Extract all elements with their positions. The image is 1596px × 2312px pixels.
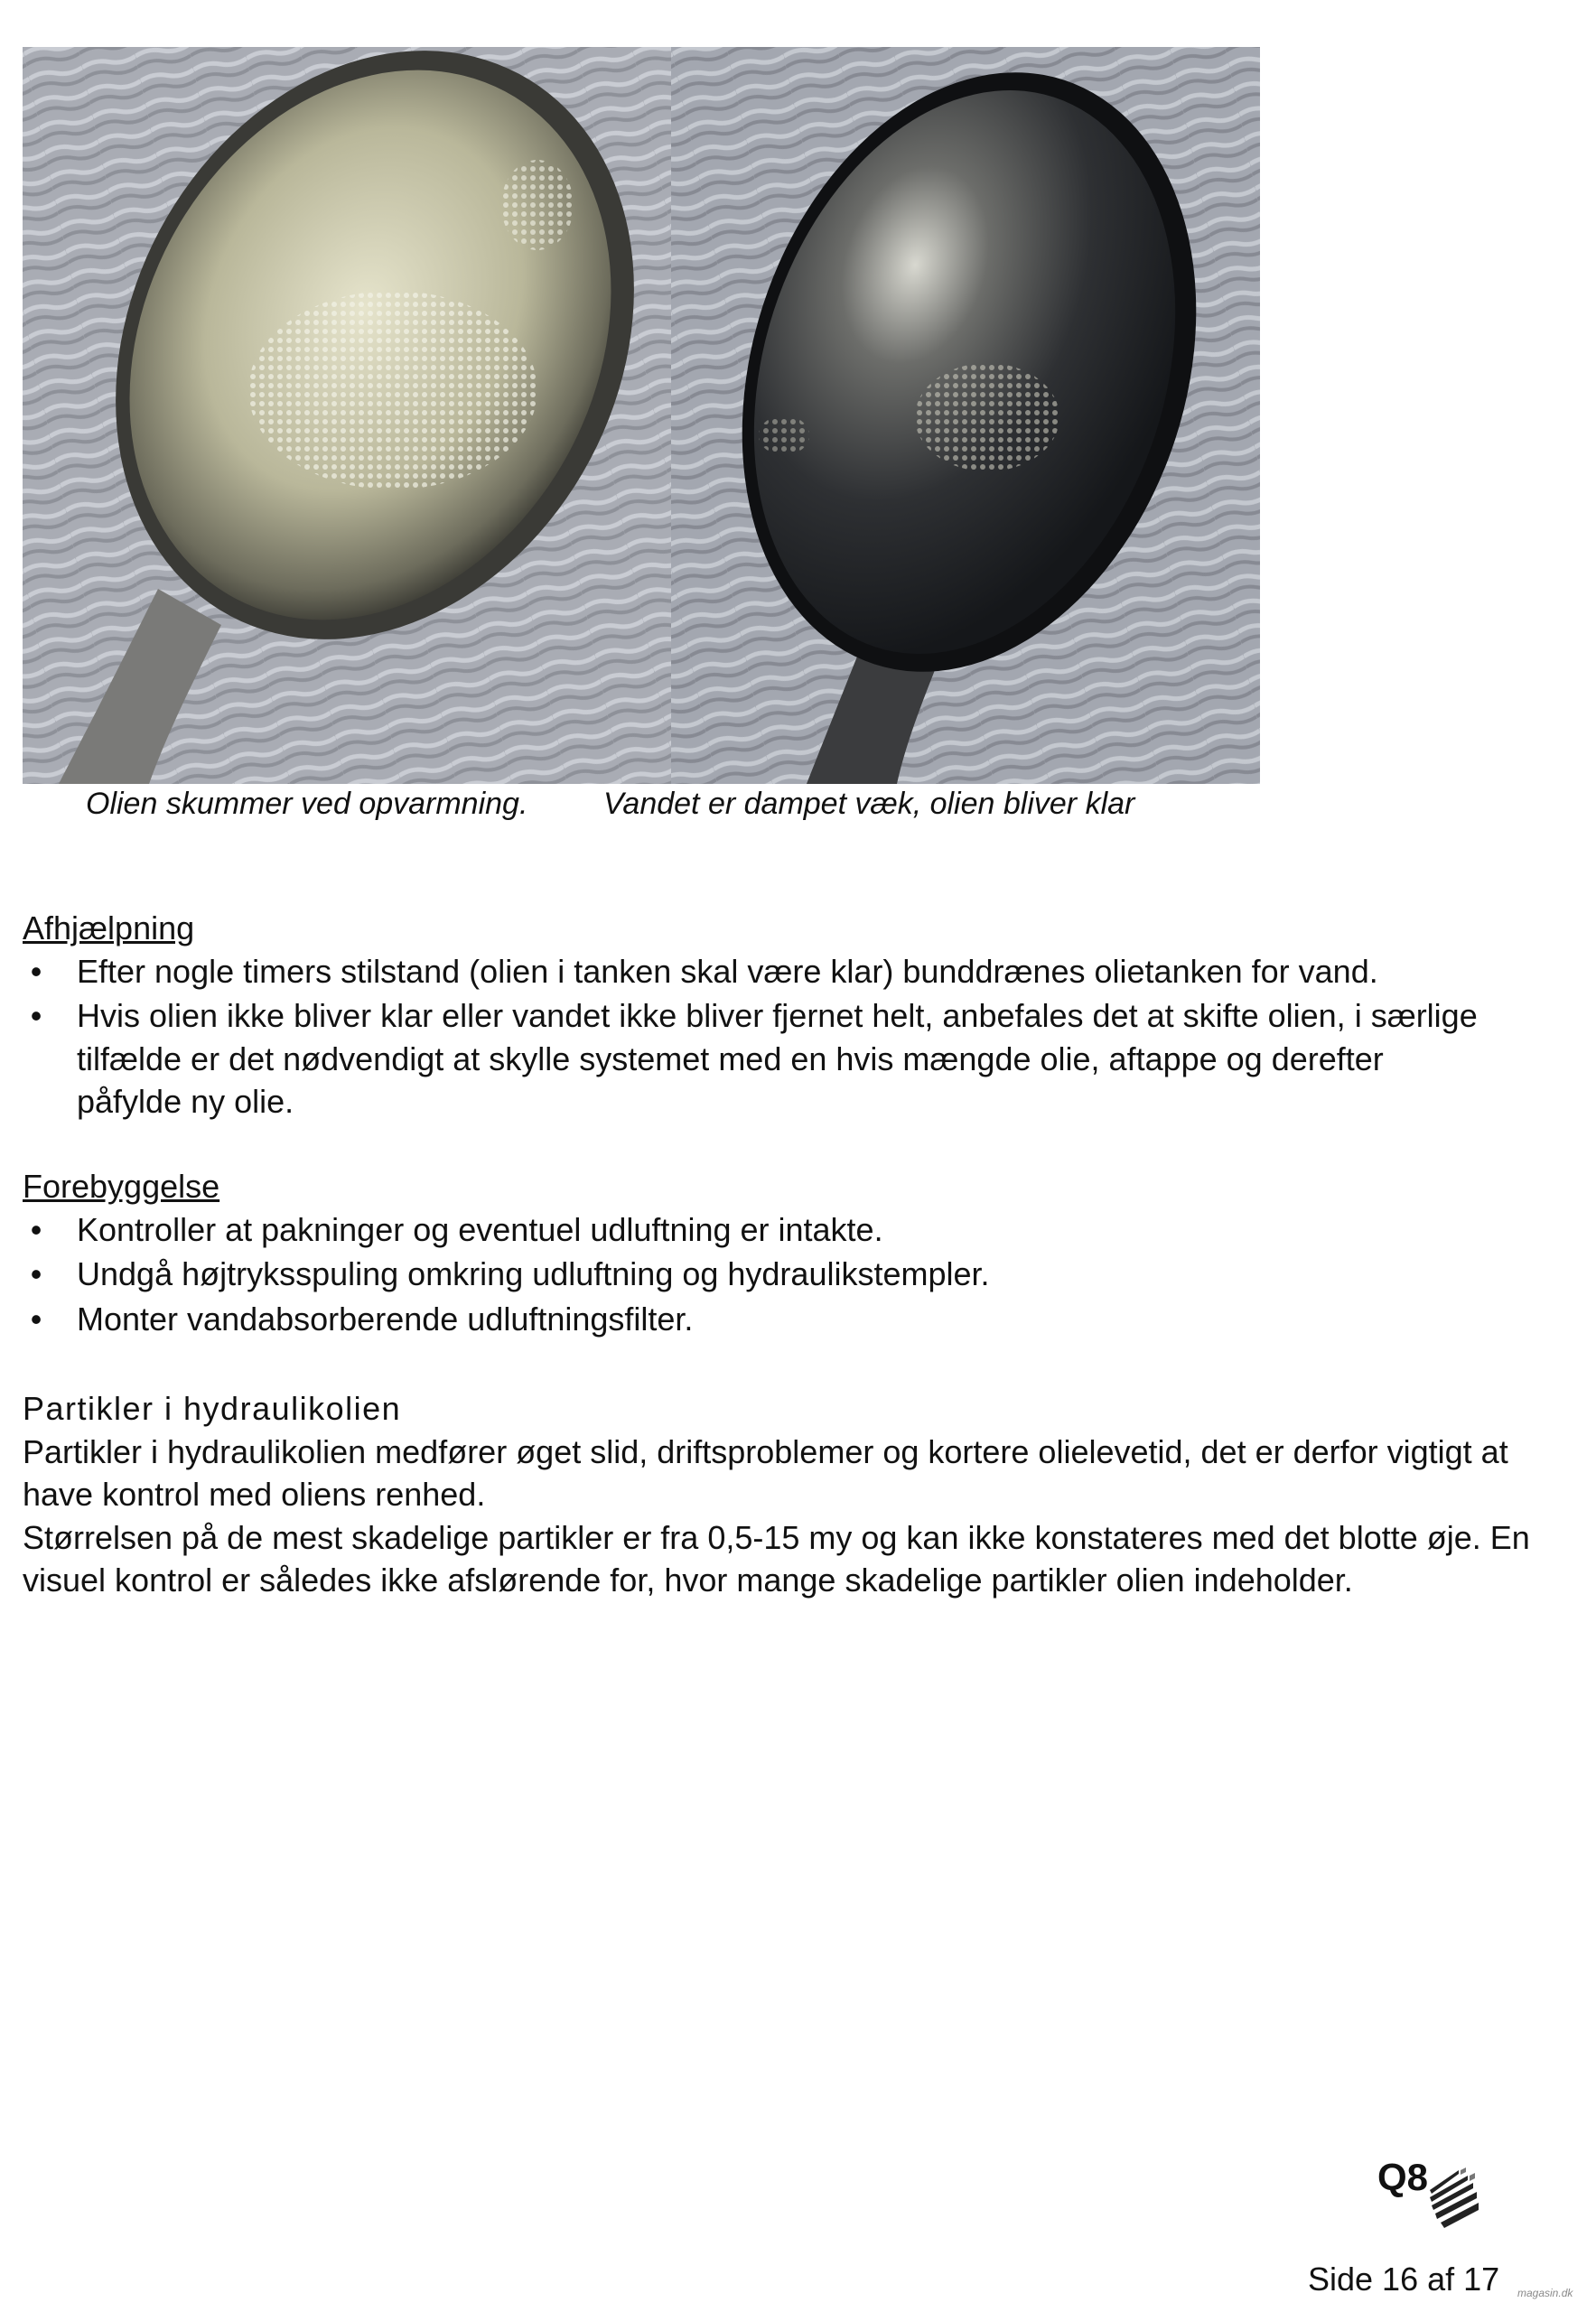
list-item-text: Monter vandabsorberende udluftningsfilter. xyxy=(77,1300,694,1338)
prevention-list xyxy=(23,1208,1558,1341)
paragraph-particles-1: Partikler i hydraulikolien medfører øget slid, driftsproblemer og kortere olielevetid, det er derfor vigtigt at have kontrol med oliens renhed. xyxy=(23,1432,1508,1513)
q8-logo xyxy=(1377,2154,1490,2235)
paragraph-particles-2: Størrelsen på de mest skadelige partikler er fra 0,5-15 my og kan ikke konstateres med det blotte øje. En visuel kontrol er således ikke afslørende for, hvor mange skadelige partikler olien indeholder. xyxy=(23,1518,1530,1599)
section-remedy xyxy=(23,907,1558,1125)
page-number: Side 16 af 17 xyxy=(1308,2261,1500,2298)
heading-remedy: Afhjælpning xyxy=(23,909,195,946)
section-prevention xyxy=(23,1165,1558,1342)
list-item xyxy=(23,1253,1558,1296)
bullet-icon: • xyxy=(30,1300,42,1338)
list-item-text: Efter nogle timers stilstand (olien i tanken skal være klar) bunddrænes olietanken for vand. xyxy=(77,952,1378,990)
remedy-list xyxy=(23,950,1558,1123)
section-particles xyxy=(23,1387,1540,1602)
list-item-text: Kontroller at pakninger og eventuel udluftning er intakte. xyxy=(77,1210,883,1248)
heading-particles: Partikler i hydraulikolien xyxy=(23,1390,402,1427)
svg-text:Q8: Q8 xyxy=(1377,2156,1429,2198)
photo-clear-oil-spoon xyxy=(671,47,1260,784)
bullet-icon: • xyxy=(30,952,42,990)
list-item xyxy=(23,1208,1558,1252)
list-item xyxy=(23,994,1486,1123)
bullet-icon: • xyxy=(30,1255,42,1292)
caption-clear: Vandet er dampet væk, olien bliver klar xyxy=(603,787,1135,821)
bullet-icon: • xyxy=(30,1210,42,1248)
heading-prevention: Forebyggelse xyxy=(23,1168,220,1205)
photo-strip xyxy=(23,47,1260,784)
q8-logo-icon xyxy=(1377,2154,1490,2235)
spoon-clear-image xyxy=(671,47,1260,784)
list-item xyxy=(23,1298,1558,1341)
photo-foaming-oil-spoon xyxy=(23,47,671,784)
spoon-foam-image xyxy=(23,47,671,784)
list-item-text: Undgå højtryksspuling omkring udluftning og hydraulikstempler. xyxy=(77,1255,990,1292)
bullet-icon: • xyxy=(30,997,42,1034)
watermark: magasin.dk xyxy=(1517,2287,1573,2299)
list-item xyxy=(23,950,1558,993)
caption-foaming: Olien skummer ved opvarmning. xyxy=(86,787,528,821)
list-item-text: Hvis olien ikke bliver klar eller vandet ikke bliver fjernet helt, anbefales det at skifte olien, i særlige tilfælde er det nødvendigt at skylle systemet med en hvis mængde olie, aftappe og derefter påfylde ny olie. xyxy=(77,997,1478,1120)
